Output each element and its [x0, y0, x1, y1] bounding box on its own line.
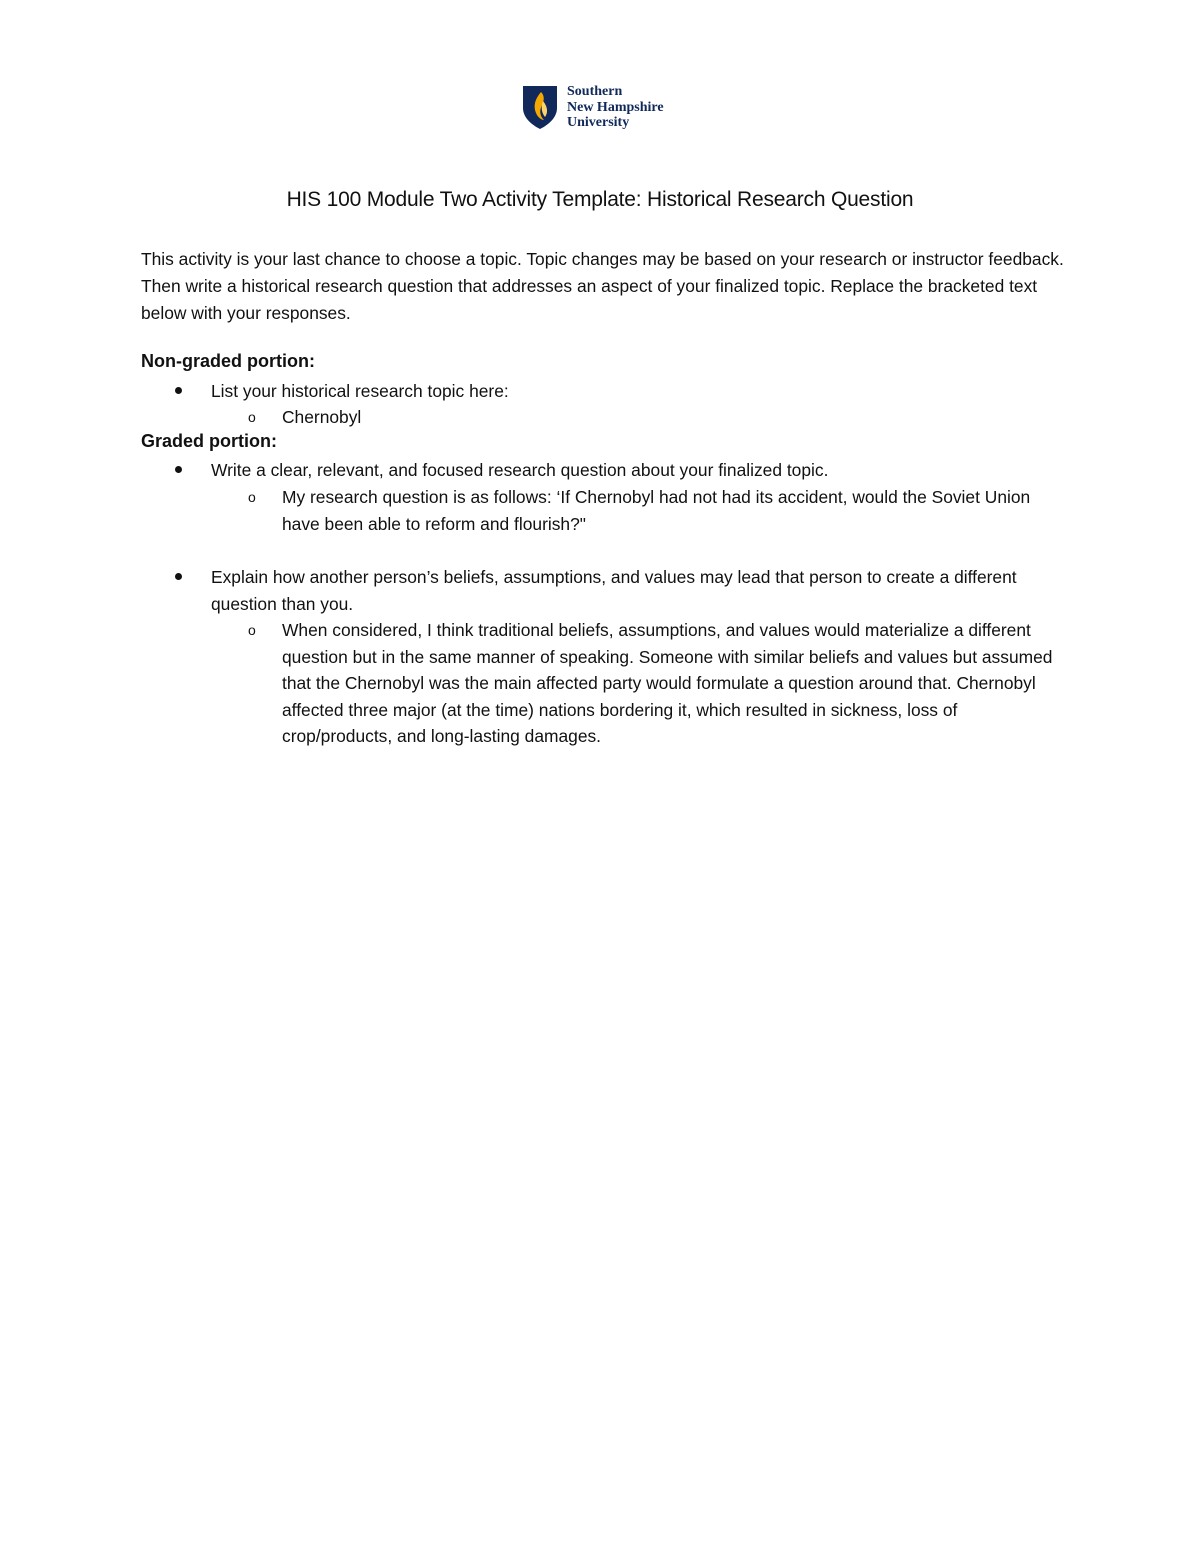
- graded-bullet-1: [141, 457, 1071, 484]
- perspective-answer: When considered, I think traditional beliefs, assumptions, and values would materialize a different question but in the same manner of speaking. Someone with similar beliefs and values but assumed that the Chernobyl was the main affected party would formulate a question around that. Chernobyl affected three major (at the time) nations bordering it, which resulted in sickness, loss of crop/products, and long-lasting damages.: [282, 620, 1053, 746]
- logo-line-1: Southern: [567, 84, 623, 99]
- bullet-dot: [175, 378, 195, 405]
- sub-bullet-marker: o: [248, 622, 256, 638]
- document-title: HIS 100 Module Two Activity Template: Historical Research Question: [286, 188, 914, 211]
- graded-answer-row-1: [141, 484, 1071, 537]
- non-graded-bullet: [141, 378, 1071, 405]
- sub-bullet-marker: o: [248, 409, 256, 425]
- non-graded-heading: Non-graded portion:: [141, 351, 315, 371]
- intro-paragraph: This activity is your last chance to choose a topic. Topic changes may be based on your research or instructor feedback. Then write a historical research question that addresses an aspect of your finalized topic. Replace the bracketed text below with your responses.: [141, 249, 1064, 323]
- logo-line-2: New Hampshire: [567, 99, 664, 115]
- graded-bullet-2: [141, 564, 1071, 617]
- bullet-dot: [175, 457, 195, 484]
- non-graded-prompt: List your historical research topic here:: [211, 381, 509, 401]
- logo-line-3: University: [567, 115, 630, 130]
- flame-shield-icon: [521, 84, 559, 130]
- bullet-dot: [175, 564, 195, 591]
- university-logo: [521, 84, 664, 131]
- graded-heading: Graded portion:: [141, 431, 277, 451]
- sub-bullet-marker: o: [248, 489, 256, 505]
- research-question-answer: My research question is as follows: ‘If Chernobyl had not had its accident, would the Soviet Union have been able to reform and flourish?": [282, 487, 1031, 534]
- logo-wordmark: [567, 84, 664, 131]
- non-graded-answer-row: [141, 404, 1071, 431]
- graded-prompt-1: Write a clear, relevant, and focused research question about your finalized topic.: [211, 460, 829, 480]
- graded-answer-row-2: [141, 617, 1071, 750]
- topic-answer: Chernobyl: [282, 407, 362, 427]
- graded-prompt-2: Explain how another person’s beliefs, assumptions, and values may lead that person to create a different question than you.: [211, 567, 1017, 614]
